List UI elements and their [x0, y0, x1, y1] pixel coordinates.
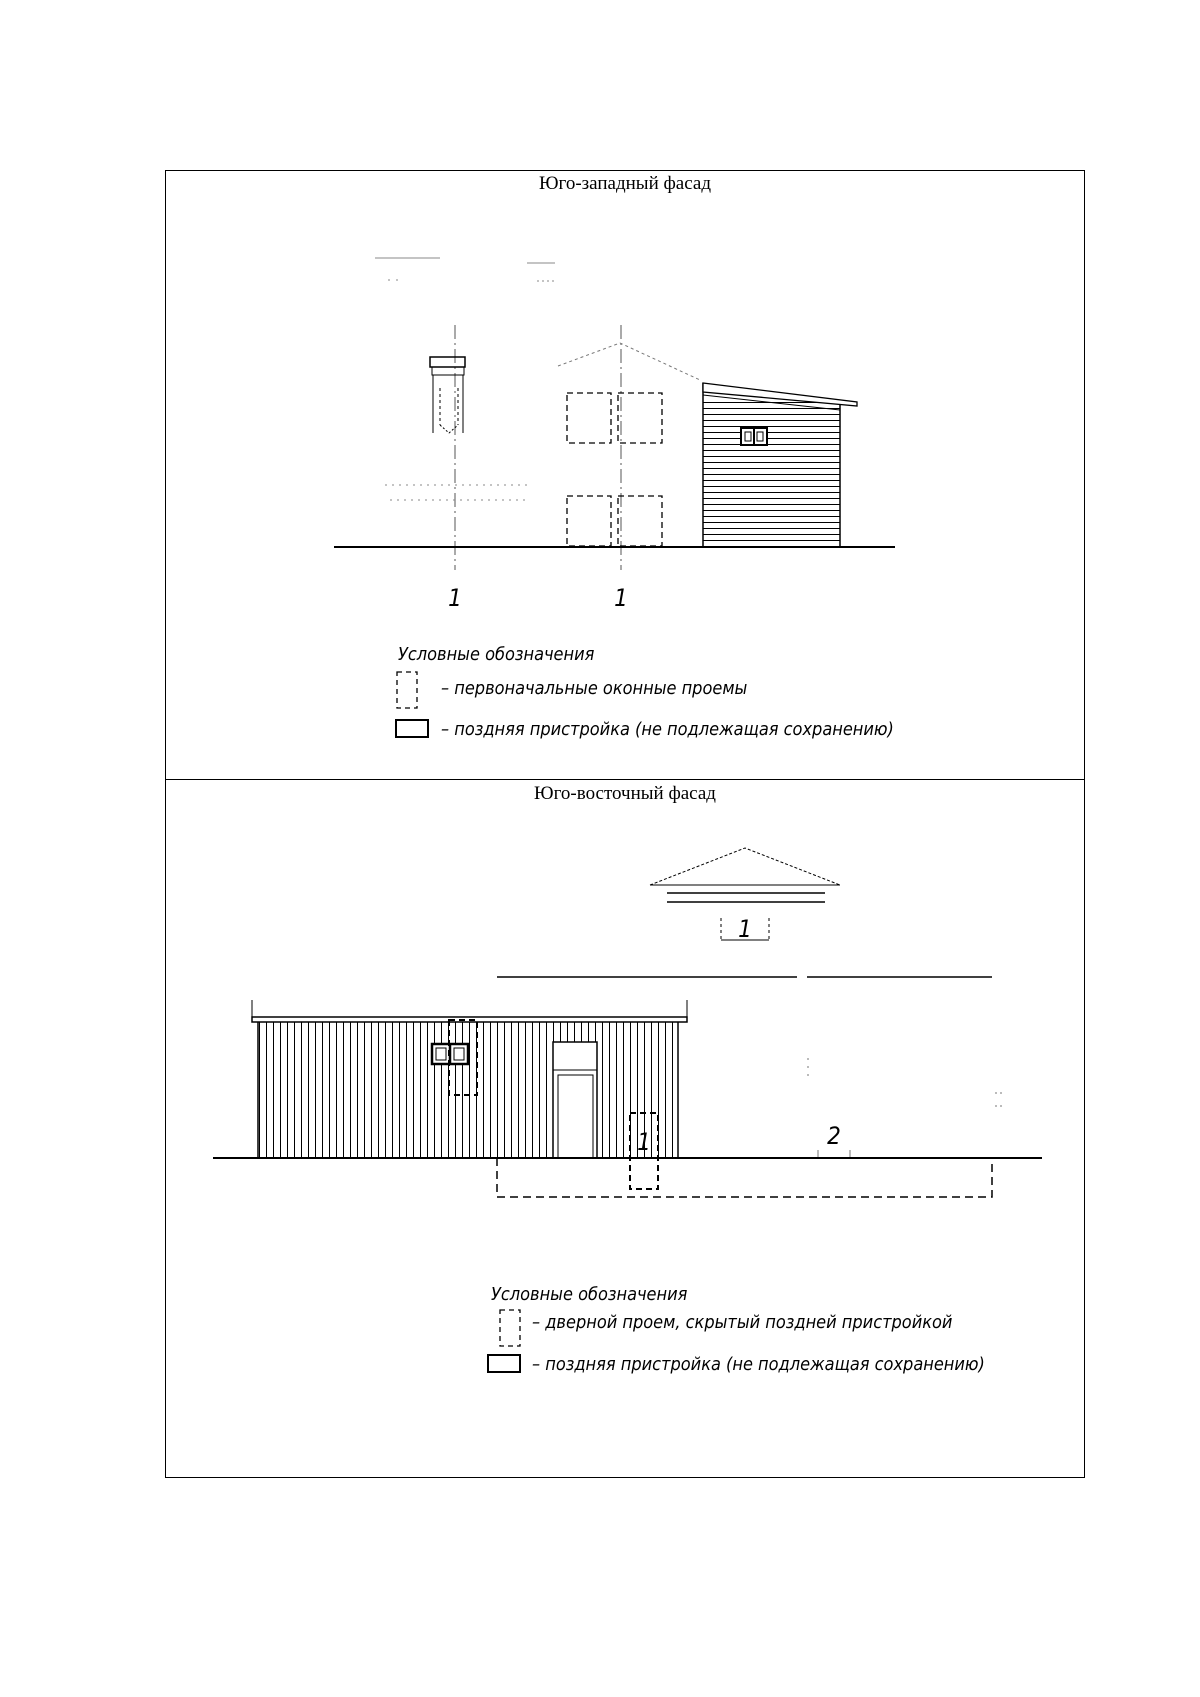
late-annex-vertical: [252, 1000, 687, 1189]
dashed-rect-symbol: [500, 1310, 520, 1346]
foundation-outline: [497, 1158, 992, 1197]
window-opening: [618, 393, 662, 443]
southwest-legend: [396, 644, 894, 740]
solid-rect-symbol: [396, 720, 428, 737]
southeast-facade: [213, 848, 1042, 1197]
mark-label: 1: [738, 915, 752, 943]
window-opening: [567, 393, 611, 443]
legend-item-late-annex: – поздняя пристройка (не подлежащая сохранению): [441, 719, 894, 740]
late-annex: [703, 383, 857, 546]
window-opening: [567, 496, 611, 546]
southeast-legend: [488, 1284, 985, 1375]
legend-heading: Условные обозначения: [398, 644, 595, 665]
legend-item-late-annex: – поздняя пристройка (не подлежащая сохранению): [532, 1354, 985, 1375]
legend-item-hidden-door: – дверной проем, скрытый поздней пристройкой: [532, 1312, 953, 1333]
axis-label: 1: [614, 584, 628, 612]
southwest-facade-title: Юго-западный фасад: [539, 173, 711, 194]
mark-label: 1: [637, 1128, 651, 1156]
chimney: [430, 357, 465, 433]
original-window-openings: [567, 393, 662, 546]
solid-rect-symbol: [488, 1355, 520, 1372]
axis-lines: [455, 325, 621, 570]
dashed-rect-symbol: [397, 672, 417, 708]
mark-label: 2: [827, 1122, 841, 1150]
window-opening: [618, 496, 662, 546]
axis-label: 1: [448, 584, 462, 612]
legend-heading: Условные обозначения: [491, 1284, 688, 1305]
southwest-facade: [334, 258, 895, 612]
southeast-facade-title: Юго-восточный фасад: [534, 783, 716, 804]
legend-item-original-windows: – первоначальные оконные проемы: [441, 678, 748, 699]
